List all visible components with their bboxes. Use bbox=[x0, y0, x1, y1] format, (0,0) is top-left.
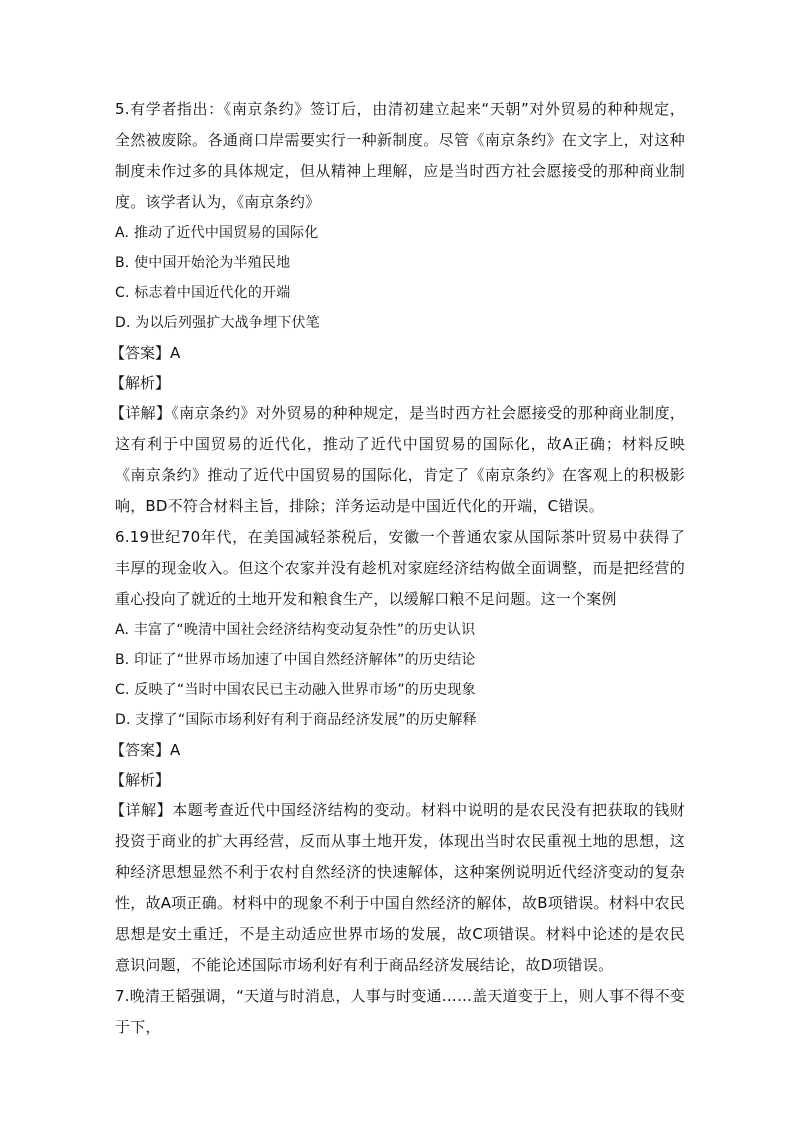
answer-line bbox=[110, 338, 685, 368]
document-content bbox=[110, 94, 685, 1043]
option-b: B. 印证了“世界市场加速了中国自然经济解体”的历史结论 bbox=[115, 652, 476, 668]
detail-label: 【详解】 bbox=[110, 404, 172, 422]
answer-value: A bbox=[170, 741, 181, 759]
option-d: D. 为以后列强扩大战争埋下伏笔 bbox=[115, 315, 320, 331]
option-c: C. 反映了“当时中国农民已主动融入世界市场”的历史现象 bbox=[115, 682, 476, 698]
question-stem: 7.晚清王韬强调，“天道与时消息，人事与时变通……盖天道变于上，则人事不得不变于下， bbox=[115, 987, 685, 1036]
option-c: C. 标志着中国近代化的开端 bbox=[115, 285, 291, 301]
answer-value: A bbox=[170, 344, 181, 362]
question-stem: 5.有学者指出：《南京条约》签订后，由清初建立起来“天朝”对外贸易的种种规定，全然被废除。各通商口岸需要实行一种新制度。尽管《南京条约》在文字上，对这种制度未作过多的具体规定，但从精神上理解，应是当时西方社会愿接受的那种商业制度。该学者认为，《南京条约》 bbox=[115, 100, 685, 211]
option-b: B. 使中国开始沦为半殖民地 bbox=[115, 255, 291, 271]
detail-text: 《南京条约》对外贸易的种种规定，是当时西方社会愿接受的那种商业制度，这有利于中国贸易的近代化，推动了近代中国贸易的国际化，故A正确；材料反映《南京条约》推动了近代中国贸易的国际化，肯定了《南京条约》在客观上的积极影响，BD不符合材料主旨，排除；洋务运动是中国近代化的开端，C错误。 bbox=[115, 404, 685, 515]
answer-line bbox=[110, 735, 685, 765]
detail-label: 【详解】 bbox=[110, 801, 173, 819]
question-6 bbox=[110, 522, 685, 981]
analysis-label: 【解析】 bbox=[110, 771, 171, 789]
detail-explanation bbox=[110, 398, 685, 522]
question-7 bbox=[115, 981, 685, 1043]
analysis-label: 【解析】 bbox=[110, 374, 171, 392]
question-stem: 6.19世纪70年代，在美国减轻茶税后，安徽一个普通农家从国际茶叶贸易中获得了丰厚的现金收入。但这个农家并没有趁机对家庭经济结构做全面调整，而是把经营的重心投向了就近的土地开发和粮食生产，以缓解口粮不足问题。这一个案例 bbox=[115, 528, 685, 608]
option-a: A. 推动了近代中国贸易的国际化 bbox=[115, 225, 319, 241]
answer-label: 【答案】 bbox=[110, 344, 171, 362]
option-d: D. 支撑了“国际市场利好有利于商品经济发展”的历史解释 bbox=[115, 712, 477, 728]
option-a: A. 丰富了“晚清中国社会经济结构变动复杂性”的历史认识 bbox=[115, 622, 476, 638]
detail-text: 本题考查近代中国经济结构的变动。材料中说明的是农民没有把获取的钱财投资于商业的扩大再经营，反而从事土地开发，体现出当时农民重视土地的思想，这种经济思想显然不利于农村自然经济的快速解体，这种案例说明近代经济变动的复杂性，故A项正确。材料中的现象不利于中国自然经济的解体，故B项错误。材料中农民思想是安土重迁，不是主动适应世界市场的发展，故C项错误。材料中论述的是农民意识问题，不能论述国际市场利好有利于商品经济发展结论，故D项错误。 bbox=[115, 801, 685, 974]
question-5 bbox=[110, 94, 685, 522]
detail-explanation bbox=[110, 795, 685, 981]
answer-label: 【答案】 bbox=[110, 741, 171, 759]
